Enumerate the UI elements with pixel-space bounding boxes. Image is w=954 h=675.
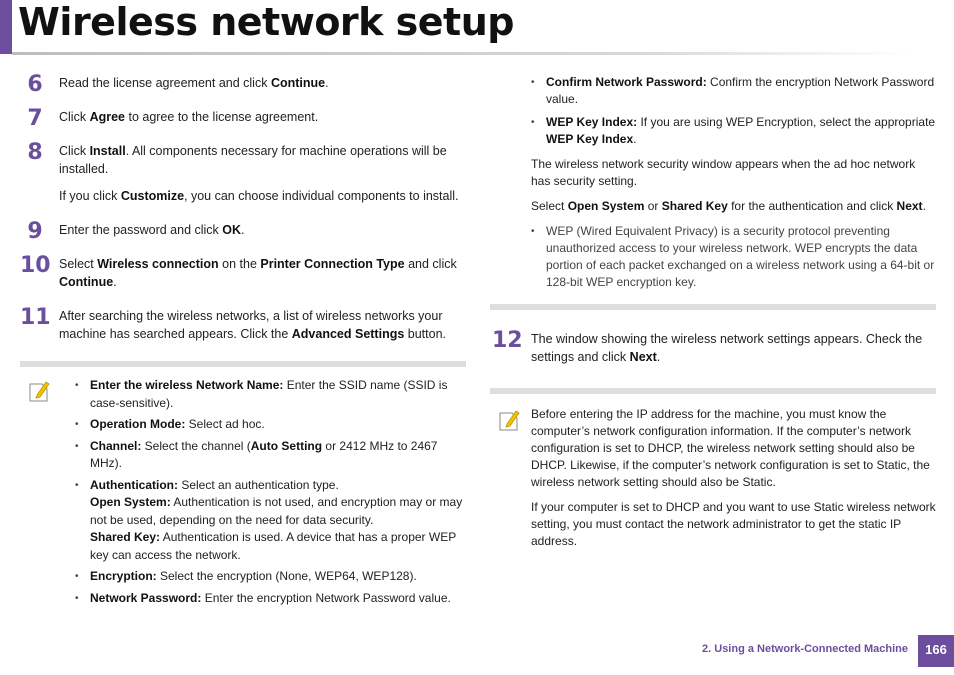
list-item: • Confirm Network Password: Confirm the encryption Network Password value. [531, 74, 936, 108]
password-list [531, 74, 936, 148]
step-12-section [490, 304, 936, 366]
step-text: Read the license agreement and click Continue. [59, 76, 329, 90]
step-text: Click Install. All components necessary for machine operations will be installed. [59, 144, 447, 176]
note-pencil-icon [28, 379, 50, 403]
step-text: The window showing the wireless network settings appears. Check the settings and click Next. [531, 332, 923, 364]
footer-chapter-label: 2. Using a Network-Connected Machine [702, 643, 908, 655]
settings-note [20, 361, 466, 607]
page-title: Wireless network setup [18, 0, 514, 44]
right-intro [490, 74, 936, 291]
step-number: 7 [27, 106, 43, 131]
settings-list [75, 377, 466, 607]
step-number: 6 [27, 72, 43, 97]
security-window-text: The wireless network security window appears when the ad hoc network has security setting. [531, 157, 916, 188]
step-7 [20, 106, 466, 131]
step-number: 12 [492, 328, 523, 353]
step-9 [20, 219, 466, 244]
step-8 [20, 142, 466, 205]
note-text: If your computer is set to DHCP and you want to use Static wireless network setting, you must contact the network administrator to get the static IP address. [531, 500, 936, 548]
step-12 [490, 330, 936, 366]
page-number: 166 [918, 635, 954, 667]
list-item: • Channel: Select the channel (Auto Setting or 2412 MHz to 2467 MHz). [75, 438, 466, 473]
ip-address-note [490, 388, 936, 550]
note-text: Before entering the IP address for the machine, you must know the computer’s network configuration information. If the computer’s network configuration is set to DHCP, the wireless network setting should also be DHCP. Likewise, if the computer’s network configuration is set to Static, the wireless network setting should also be Static. [531, 407, 930, 489]
step-number: 9 [27, 219, 43, 244]
step-number: 11 [20, 305, 51, 330]
step-number: 10 [20, 253, 51, 278]
wep-note-list [531, 223, 936, 291]
step-6 [20, 72, 466, 97]
step-text: Click Agree to agree to the license agreement. [59, 110, 319, 124]
list-item: • Encryption: Select the encryption (None, WEP64, WEP128). [75, 568, 466, 586]
title-accent-bar [0, 0, 12, 54]
list-item: • Operation Mode: Select ad hoc. [75, 416, 466, 434]
step-11 [20, 307, 466, 343]
title-rule [12, 52, 912, 55]
list-item: • Network Password: Enter the encryption Network Password value. [75, 590, 466, 608]
note-pencil-icon [498, 408, 520, 432]
step-text: After searching the wireless networks, a list of wireless networks your machine has searched appears. Click the Advanced Settings button. [59, 309, 446, 341]
step-number: 8 [27, 140, 43, 165]
step-10 [20, 255, 466, 291]
list-item: • WEP Key Index: If you are using WEP Encryption, select the appropriate WEP Key Index. [531, 114, 936, 148]
step-text: Enter the password and click OK. [59, 223, 245, 237]
authentication-text: Select Open System or Shared Key for the authentication and click Next. [531, 199, 926, 213]
left-column [20, 74, 466, 611]
right-column [490, 74, 936, 558]
step-text: Select Wireless connection on the Printer Connection Type and click Continue. [59, 257, 457, 289]
list-item: • Authentication: Select an authentication type. Open System: Authentication is not used, and encryption may or may not be used, depending on the need for data security. Shared Key: Authentication is used. A device that has a proper WEP key can access the network. [75, 477, 466, 565]
list-item: • Enter the wireless Network Name: Enter the SSID name (SSID is case-sensitive). [75, 377, 466, 412]
step-extra-text: If you click Customize, you can choose individual components to install. [59, 189, 459, 203]
list-item: • WEP (Wired Equivalent Privacy) is a security protocol preventing unauthorized access to your wireless network. WEP encrypts the data portion of each packet exchanged on a wireless network using a 64-bit or 128-bit WEP encryption key. [531, 223, 936, 291]
